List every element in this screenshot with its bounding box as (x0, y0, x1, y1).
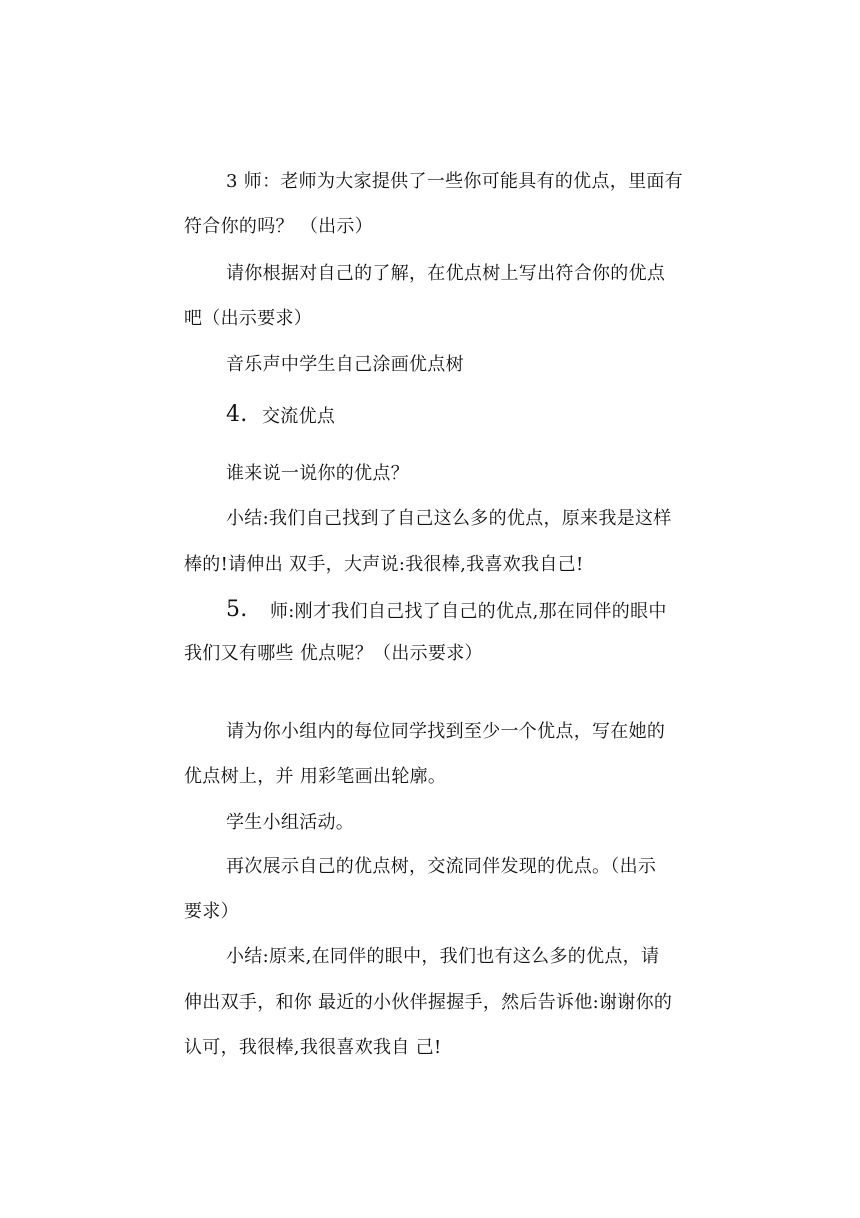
paragraph-line: 音乐声中学生自己涂画优点树 (226, 354, 464, 375)
paragraph-line: 师:刚才我们自己找了自己的优点,那在同伴的眼中 (270, 601, 667, 622)
paragraph-line: 小结:原来,在同伴的眼中，我们也有这么多的优点，请 (226, 946, 660, 967)
paragraph-line: 再次展示自己的优点树，交流同伴发现的优点。（出示 (226, 856, 657, 877)
paragraph-line: 要求） (184, 901, 239, 922)
paragraph-line: 伸出双手，和你 最近的小伙伴握握手，然后告诉他:谢谢你的 (184, 992, 673, 1013)
paragraph-line: 优点树上，并 用彩笔画出轮廓。 (184, 766, 447, 787)
paragraph-line: 认可，我很棒,我很喜欢我自 己! (184, 1037, 442, 1058)
section-heading: 交流优点 (262, 406, 336, 427)
paragraph-line: 我们又有哪些 优点呢？（出示要求） (184, 643, 483, 664)
paragraph-line: 吧（出示要求） (184, 308, 313, 329)
paragraph-line: 3 师：老师为大家提供了一些你可能具有的优点，里面有 (226, 171, 683, 192)
paragraph-line: 学生小组活动。 (226, 812, 355, 833)
list-number: 5. (226, 597, 248, 622)
list-number: 4. (226, 402, 248, 427)
paragraph-line: 谁来说一说你的优点？ (226, 463, 409, 484)
paragraph-line: 请你根据对自己的了解，在优点树上写出符合你的优点 (226, 263, 666, 284)
paragraph-line: 棒的!请伸出 双手，大声说:我很棒,我喜欢我自己! (184, 554, 584, 575)
paragraph-line: 符合你的吗？ （出示） (184, 216, 374, 237)
paragraph-line: 小结:我们自己找到了自己这么多的优点，原来我是这样 (226, 508, 672, 529)
paragraph-line: 请为你小组内的每位同学找到至少一个优点，写在她的 (226, 721, 666, 742)
